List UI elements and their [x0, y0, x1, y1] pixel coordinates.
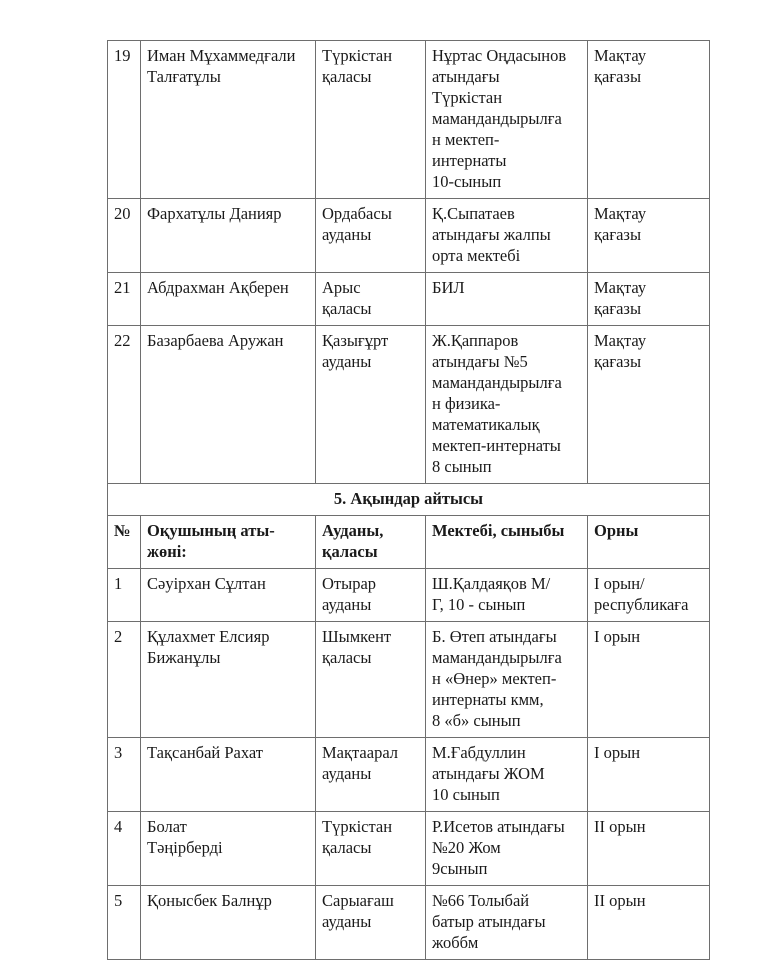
region: Ордабасы ауданы	[316, 199, 426, 273]
table-row	[108, 812, 710, 886]
row-number: 19	[108, 41, 141, 199]
table-row	[108, 199, 710, 273]
place: Мақтау қағазы	[588, 199, 710, 273]
school: М.Ғабдуллин атындағы ЖОМ 10 сынып	[426, 738, 588, 812]
table-header-row	[108, 516, 710, 569]
header-region: Ауданы, қаласы	[316, 516, 426, 569]
row-number: 5	[108, 886, 141, 960]
results-table	[107, 40, 710, 960]
place: І орын/ республикаға	[588, 569, 710, 622]
region: Қазығұрт ауданы	[316, 326, 426, 484]
school: Қ.Сыпатаев атындағы жалпы орта мектебі	[426, 199, 588, 273]
student-name: Фархатұлы Данияр	[141, 199, 316, 273]
school: Ш.Қалдаяқов М/ Г, 10 - сынып	[426, 569, 588, 622]
row-number: 1	[108, 569, 141, 622]
school: Ж.Қаппаров атындағы №5 мамандандырылға н физика- математикалық мектеп-интернаты 8 сынып	[426, 326, 588, 484]
student-name: Иман Мұхаммедғали Талғатұлы	[141, 41, 316, 199]
student-name: Базарбаева Аружан	[141, 326, 316, 484]
student-name: Тақсанбай Рахат	[141, 738, 316, 812]
school: Б. Өтеп атындағы мамандандырылға н «Өнер» мектеп- интернаты кмм, 8 «б» сынып	[426, 622, 588, 738]
region: Отырар ауданы	[316, 569, 426, 622]
table-row	[108, 886, 710, 960]
place: І орын	[588, 738, 710, 812]
row-number: 4	[108, 812, 141, 886]
student-name: Абдрахман Ақберен	[141, 273, 316, 326]
student-name: Болат Тәңірберді	[141, 812, 316, 886]
header-name: Оқушының аты- жөні:	[141, 516, 316, 569]
place: І орын	[588, 622, 710, 738]
place: Мақтау қағазы	[588, 326, 710, 484]
place: ІІ орын	[588, 812, 710, 886]
region: Арыс қаласы	[316, 273, 426, 326]
student-name: Сәуірхан Сұлтан	[141, 569, 316, 622]
school: БИЛ	[426, 273, 588, 326]
section-heading-row	[108, 484, 710, 516]
row-number: 2	[108, 622, 141, 738]
header-school: Мектебі, сыныбы	[426, 516, 588, 569]
region: Түркістан қаласы	[316, 812, 426, 886]
table-row	[108, 326, 710, 484]
table-row	[108, 622, 710, 738]
row-number: 22	[108, 326, 141, 484]
region: Мақтаарал ауданы	[316, 738, 426, 812]
table-row	[108, 41, 710, 199]
header-place: Орны	[588, 516, 710, 569]
section-title: 5. Ақындар айтысы	[108, 484, 710, 516]
table-row	[108, 738, 710, 812]
school: №66 Толыбай батыр атындағы жоббм	[426, 886, 588, 960]
row-number: 3	[108, 738, 141, 812]
student-name: Қонысбек Балнұр	[141, 886, 316, 960]
place: Мақтау қағазы	[588, 273, 710, 326]
place: Мақтау қағазы	[588, 41, 710, 199]
school: Нұртас Оңдасынов атындағы Түркістан мамандандырылға н мектеп- интернаты 10-сынып	[426, 41, 588, 199]
place: ІІ орын	[588, 886, 710, 960]
region: Сарыағаш ауданы	[316, 886, 426, 960]
student-name: Құлахмет Елсияр Бижанұлы	[141, 622, 316, 738]
table-row	[108, 569, 710, 622]
region: Шымкент қаласы	[316, 622, 426, 738]
table-row	[108, 273, 710, 326]
region: Түркістан қаласы	[316, 41, 426, 199]
row-number: 20	[108, 199, 141, 273]
school: Р.Исетов атындағы №20 Жом 9сынып	[426, 812, 588, 886]
row-number: 21	[108, 273, 141, 326]
header-number: №	[108, 516, 141, 569]
